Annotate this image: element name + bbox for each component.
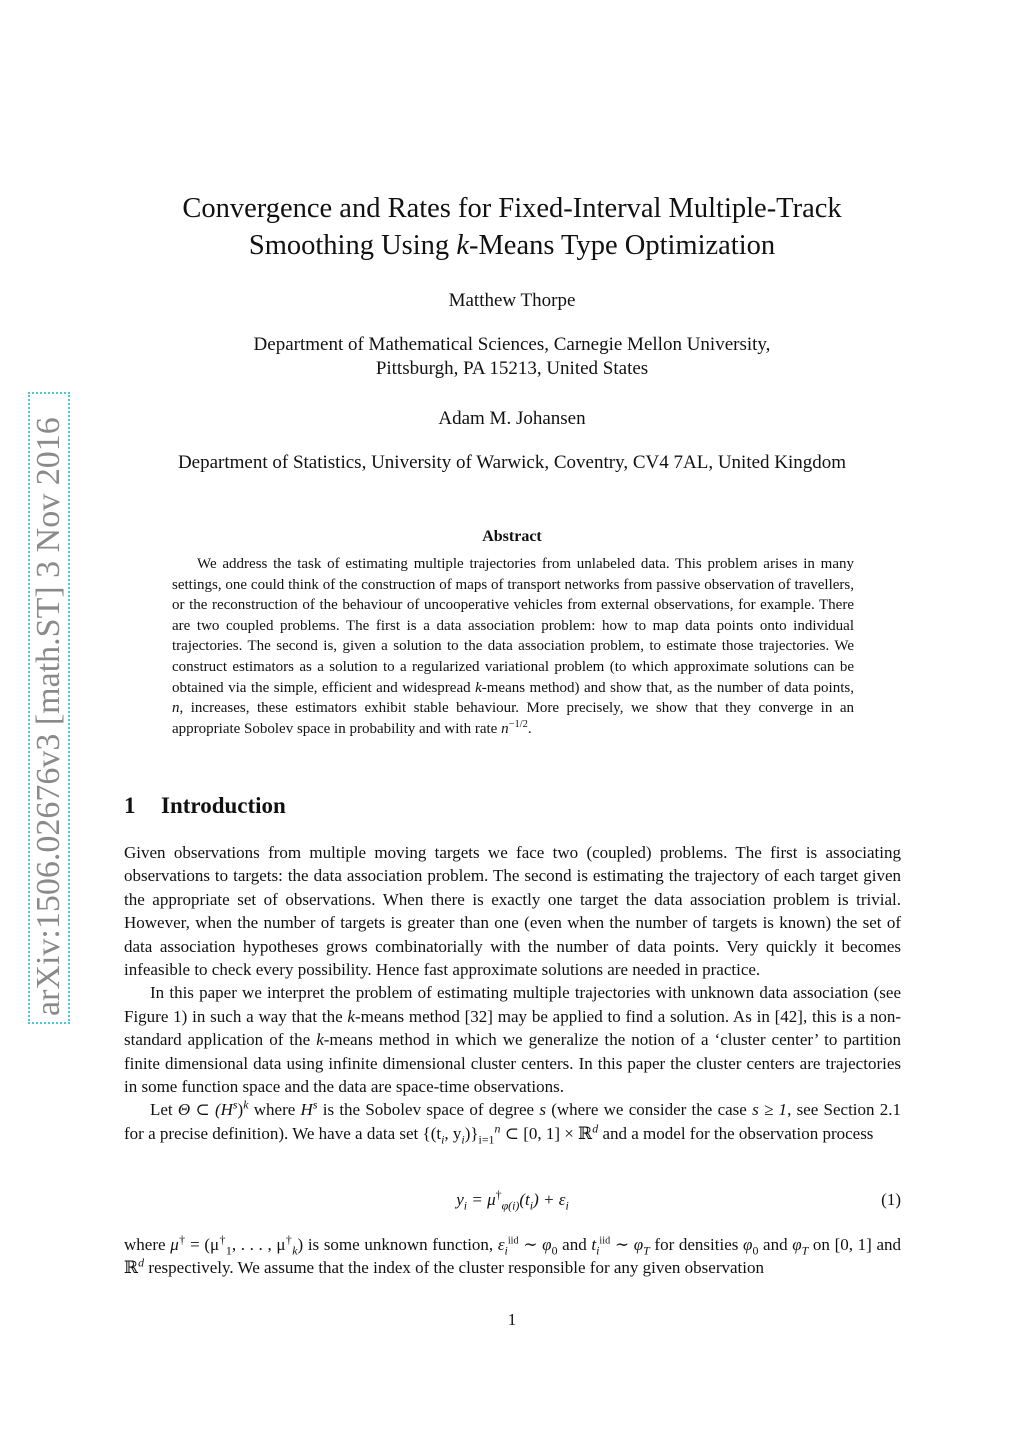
section-title: Introduction xyxy=(161,793,286,818)
section-number: 1 xyxy=(124,793,136,818)
introduction-body-continued xyxy=(124,1233,901,1280)
intro-paragraph-2: In this paper we interpret the problem of estimating multiple trajectories with unknown data association (see Figure 1) in such a way that the k-means method [32] may be applied to find a solution. As in [42], this is a non-standard application of the k-means method in which we generalize the notion of a ‘cluster center’ to partition finite dimensional data using infinite dimensional cluster centers. In this paper the cluster centers are trajectories in some function space and the data are space-time observations. xyxy=(124,983,901,1097)
title-line-2: Smoothing Using k-Means Type Optimization xyxy=(248,230,776,261)
intro-paragraph-1: Given observations from multiple moving targets we face two (coupled) problems. The first is associating observations to targets: the data association problem. The second is estimating the trajectory of each target given the appropriate set of observations. When there is exactly one target the data association problem is trivial. However, when the number of targets is greater than one (even when the number of targets is known) the set of data association hypotheses grows combinatorially with the number of data points. Very quickly it becomes infeasible to check every possibility. Hence fast approximate solutions are needed in practice. xyxy=(124,843,901,980)
equation-1-body: $y_i = \mu^\dagger_{\varphi(i)}(t_i) + \varepsilon_i$ xyxy=(456,1187,569,1213)
intro-paragraph-3: Let Θ ⊂ $(H^s)^k$ where $H^s$ is the Sobolev space of degree s (where we consider the case s ≥ 1, see Section 2.1 for a precise definition). We have a data set {($t_i$, $y_i)\}_{i=1}^n$ ⊂ [0, 1] × ℝ$^d$ and a model for the observation process xyxy=(124,1097,902,1147)
abstract-body: We address the task of estimating multiple trajectories from unlabeled data. This problem arises in many settings, one could think of the construction of maps of transport networks from passive observation of travellers, or the reconstruction of the behaviour of uncooperative vehicles from external observations, for example. There are two coupled problems. The first is a data association problem: how to map data points onto individual trajectories. The second is, given a solution to the data association problem, to estimate those trajectories. We construct estimators as a solution to a regularized variational problem (to which approximate solutions can be obtained via the simple, efficient and widespread k-means method) and show that, as the number of data points, n, increases, these estimators exhibit stable behaviour. More precisely, we show that they converge in an appropriate Sobolev space in probability and with rate $n^{-1/2}$. xyxy=(172,556,854,737)
intro-paragraph-4: where $\mu^\dagger = (\mu^\dagger_1$, . . . , $\mu^\dagger_k$) is some unknown function, $\varepsilon_i^{iid}$ ∼ $\varphi_0$ and $t_i^{iid}$ ∼ $\varphi_T$ for densities $\varphi_0$ and $\varphi_T$ on [0, 1] and ℝ$^d$ respectively. We assume that the index of the cluster responsible for any given observation xyxy=(124,1232,901,1278)
equation-1-number: (1) xyxy=(881,1190,901,1209)
paper-title xyxy=(0,190,1024,264)
author-affiliation-1: Department of Mathematical Sciences, Carnegie Mellon University, Pittsburgh, PA 15213, United States xyxy=(253,334,771,379)
arxiv-identifier-stamp: arXiv:1506.02676v3 [math.ST] 3 Nov 2016 xyxy=(28,392,70,1024)
equation-1 xyxy=(124,1187,901,1216)
author-name-2: Adam M. Johansen xyxy=(438,408,586,429)
introduction-body xyxy=(124,841,901,1145)
page-number: 1 xyxy=(507,1310,517,1329)
author-affiliation-2: Department of Statistics, University of Warwick, Coventry, CV4 7AL, United Kingdom xyxy=(177,452,847,473)
section-heading-introduction xyxy=(124,793,286,819)
abstract-heading: Abstract xyxy=(482,528,542,545)
author-name-1: Matthew Thorpe xyxy=(448,290,576,311)
title-line-1: Convergence and Rates for Fixed-Interval Multiple-Track xyxy=(182,193,842,224)
